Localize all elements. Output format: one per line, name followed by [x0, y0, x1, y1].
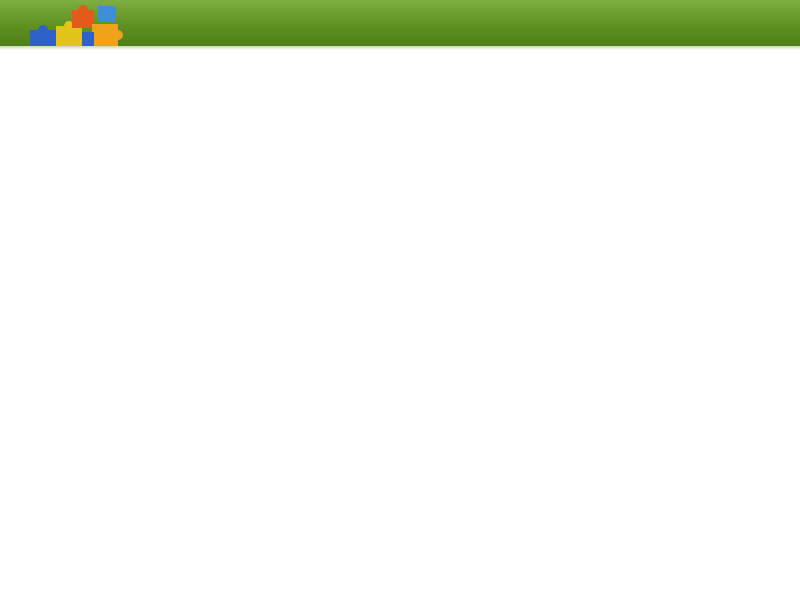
puzzle-logo-icon [22, 2, 132, 48]
